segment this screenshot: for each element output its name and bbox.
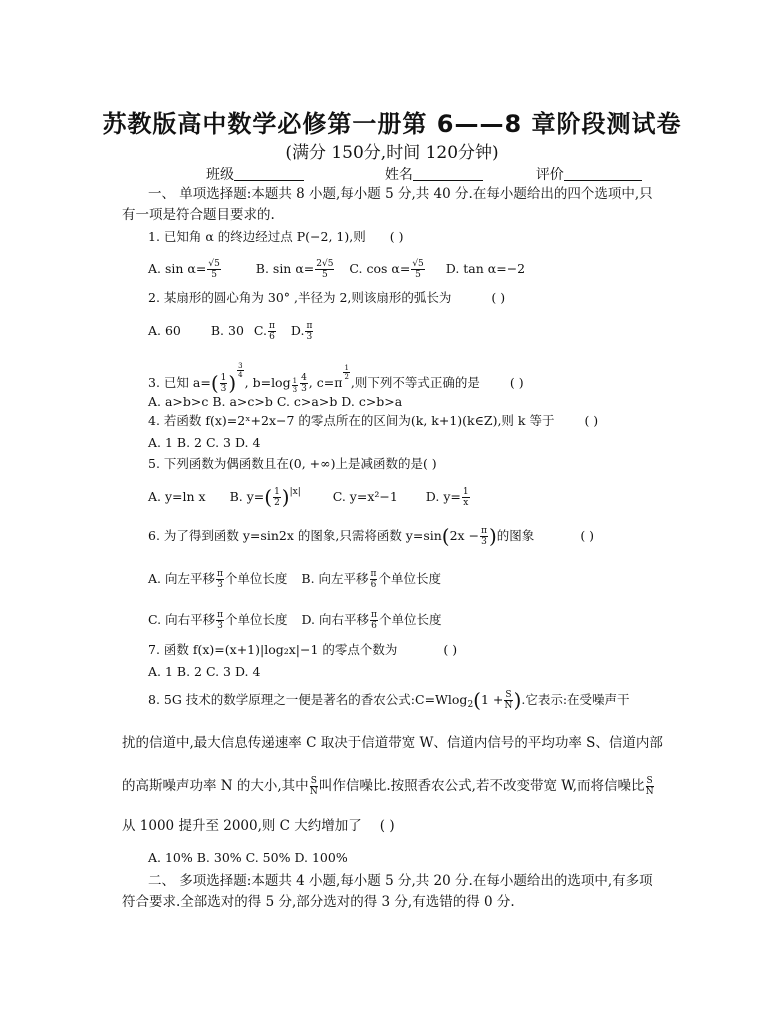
section2-heading-line2: 符合要求.全部选对的得 5 分,部分选对的得 3 分,有选错的得 0 分. [122,894,515,910]
q3-options: A. a>b>c B. a>c>b C. c>a>b D. c>b>a [148,394,403,409]
q6-option-b: B. 向左平移 [301,571,369,586]
q5-options: A. y=ln x B. y=( $\frac{1}{2}$ )$^{|x|}$ C. y=x²−1 D. y= $\frac{1}{x}$ [148,485,469,509]
q8-options: A. 10% B. 30% C. 50% D. 100% [148,850,348,865]
q6-stem: 6. 为了得到函数 y=sin2x 的图象,只需将函数 y=sin(2x − $\frac{\pi}{3}$ )的图象 ( ) [148,524,595,548]
q1-option-b: B. sin α= [255,261,315,276]
q5-option-d: D. y= [425,489,461,504]
student-info-row [206,164,642,184]
section1-heading-line2: 有一项是符合题目要求的. [122,207,275,223]
q1-option-c: C. cos α= [349,261,411,276]
q7-options: A. 1 B. 2 C. 3 D. 4 [148,664,261,679]
name-label: 姓名 [384,167,413,183]
q6-option-d: D. 向右平移 [301,612,370,627]
q7-stem: 7. 函数 f(x)=(x+1)|log₂x|−1 的零点个数为 ( ) [148,642,458,657]
q2-options: A. 60 B. 30 C. $\frac{\pi}{6}$ D. $\frac{\pi}{3}$ [148,321,313,342]
score-label: 评价 [535,167,564,183]
q2-option-c: C. [253,323,267,338]
q6-options-ab: A. 向左平移 $\frac{\pi}{3}$ 个单位长度 B. 向左平移 $\frac{\pi}{6}$ 个单位长度 [148,569,441,590]
q8-stem-line2: 扰的信道中,最大信息传递速率 C 取决于信道带宽 W、信道内信号的平均功率 S、信道内部 [122,735,663,751]
exam-subtitle: (满分 150分,时间 120分钟) [285,143,499,163]
q4-options: A. 1 B. 2 C. 3 D. 4 [148,435,261,450]
q1-stem: 1. 已知角 α 的终边经过点 P(−2, 1),则 ( ) [148,229,404,244]
class-blank [234,166,304,181]
q5-stem: 5. 下列函数为偶函数且在(0, +∞)上是减函数的是( ) [148,456,437,471]
q8-stem-line4: 从 1000 提升至 2000,则 C 大约增加了 ( ) [122,818,395,834]
section1-heading-line1: 一、 单项选择题:本题共 8 小题,每小题 5 分,共 40 分.在每小题给出的四个选项中,只 [148,186,653,202]
q4-stem: 4. 若函数 f(x)=2ˣ+2x−7 的零点所在的区间为(k, k+1)(k∈Z),则 k 等于 ( ) [148,413,599,428]
q2-option-b: B. 30 [210,323,244,338]
name-blank [413,166,483,181]
q2-option-a: A. 60 [148,323,181,338]
q1-options: A. sin α= $\frac{√5}{5}$ B. sin α= $\frac{2√5}{5}$ C. cos α= $\frac{√5}{5}$ D. tan α=−2 [148,259,526,280]
q5-option-c: C. y=x²−1 [332,489,398,504]
exam-title: 苏教版高中数学必修第一册第 6——8 章阶段测试卷 [102,110,682,138]
q3-stem: 3. 已知 a=( $\frac{1}{3}$ ) $\frac{3}{4}$ , b=log $\frac{1}{3}$ $\frac{4}{3}$ , c=π $\frac{1}{2}$ ,则下列不等式正确的是 ( ) [148,362,524,395]
q6-option-c: C. 向右平移 [148,612,216,627]
score-blank [564,166,642,181]
q6-options-cd: C. 向右平移 $\frac{\pi}{3}$ 个单位长度 D. 向右平移 $\frac{\pi}{6}$ 个单位长度 [148,610,442,631]
q6-option-a: A. 向左平移 [148,571,215,586]
section2-heading-line1: 二、 多项选择题:本题共 4 小题,每小题 5 分,共 20 分.在每小题给出的选项中,有多项 [148,873,653,889]
q1-option-a: A. sin α= [148,261,207,276]
q2-stem: 2. 某扇形的圆心角为 30° ,半径为 2,则该扇形的弧长为 ( ) [148,290,506,305]
q5-option-a: A. y=ln x [148,489,206,504]
q1-option-d: D. tan α=−2 [445,261,526,276]
q2-option-d: D. [290,323,305,338]
q8-stem-line3: 的高斯噪声功率 N 的大小,其中 $\frac{S}{N}$ 叫作信噪比.按照香农公式,若不改变带宽 W,而将信噪比 $\frac{S}{N}$ [122,776,654,797]
q8-stem-line1: 8. 5G 技术的数学原理之一便是著名的香农公式:C=Wlog$_2$(1 + $\frac{S}{N}$ ).它表示:在受噪声干 [148,688,630,712]
class-label: 班级 [206,167,234,183]
q5-option-b: B. y= [229,489,265,504]
